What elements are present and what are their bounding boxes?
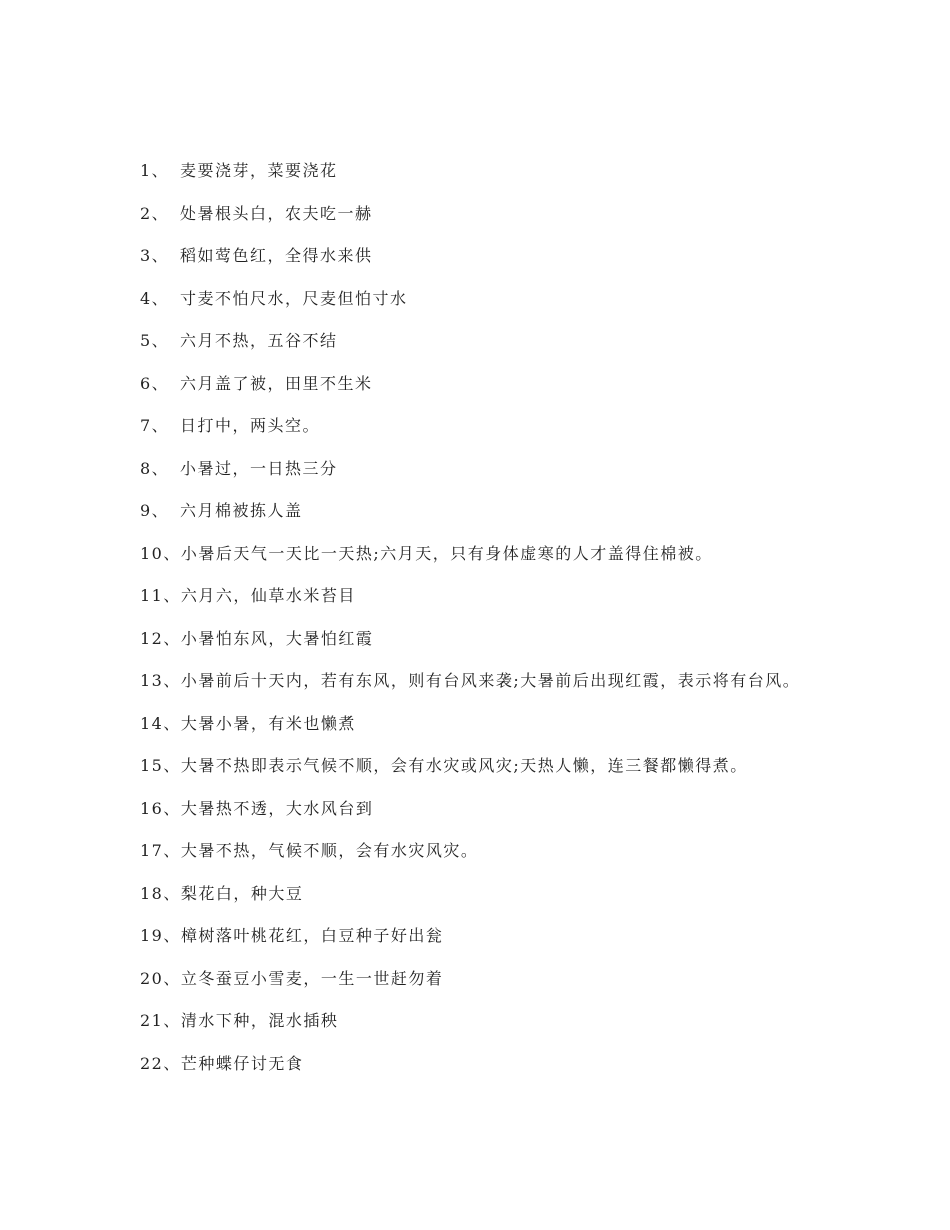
item-number: 3、 <box>140 246 170 265</box>
item-number: 17、 <box>140 841 181 860</box>
item-text: 日打中，两头空。 <box>180 416 321 435</box>
item-number: 2、 <box>140 203 170 223</box>
item-number: 13、 <box>140 671 181 690</box>
list-item <box>140 533 820 576</box>
list-item <box>140 448 820 491</box>
list-item <box>140 873 820 916</box>
list-item <box>140 703 820 746</box>
list-item <box>140 193 820 236</box>
list-item <box>140 1043 820 1086</box>
item-text: 小暑前后十天内，若有东风，则有台风来袭;大暑前后出现红霞，表示将有台风。 <box>180 671 801 690</box>
item-text: 小暑怕东风，大暑怕红霞 <box>180 628 374 648</box>
list-item <box>140 150 820 193</box>
list-item <box>140 958 820 1001</box>
item-number: 6、 <box>140 373 170 393</box>
item-text: 小暑后天气一天比一天热;六月天，只有身体虚寒的人才盖得住棉被。 <box>180 543 713 563</box>
item-number: 11、 <box>140 586 181 605</box>
list-item <box>140 618 820 661</box>
item-text: 处暑根头白，农夫吃一赫 <box>180 203 373 223</box>
list-item <box>140 915 820 958</box>
item-number: 10、 <box>140 543 181 563</box>
list-item <box>140 278 820 321</box>
item-text: 寸麦不怕尺水，尺麦但怕寸水 <box>180 288 408 308</box>
item-text: 樟树落叶桃花红，白豆种子好出瓮 <box>180 926 444 945</box>
item-text: 大暑不热即表示气候不顺，会有水灾或风灾;天热人懒，连三餐都懒得煮。 <box>180 756 748 775</box>
list-item <box>140 745 820 788</box>
list-item <box>140 490 820 533</box>
item-text: 梨花白，种大豆 <box>180 883 304 903</box>
list-item <box>140 788 820 831</box>
list-item <box>140 830 820 873</box>
item-number: 7、 <box>140 416 170 435</box>
item-number: 12、 <box>140 628 181 648</box>
item-number: 16、 <box>140 798 181 818</box>
list-item <box>140 575 820 618</box>
item-number: 4、 <box>140 288 170 308</box>
list-item <box>140 405 820 448</box>
item-text: 六月盖了被，田里不生米 <box>180 373 373 393</box>
item-text: 六月不热，五谷不结 <box>180 331 338 350</box>
item-text: 大暑不热，气候不顺，会有水灾风灾。 <box>180 841 479 860</box>
item-text: 六月棉被拣人盖 <box>180 501 303 520</box>
item-number: 20、 <box>140 968 181 988</box>
item-number: 22、 <box>140 1053 181 1073</box>
item-text: 六月六，仙草水米苔目 <box>180 586 356 605</box>
item-number: 21、 <box>140 1011 181 1030</box>
list-item <box>140 363 820 406</box>
item-text: 麦要浇芽，菜要浇花 <box>180 161 338 180</box>
list-item <box>140 320 820 363</box>
item-text: 清水下种，混水插秧 <box>180 1011 339 1030</box>
item-number: 5、 <box>140 331 170 350</box>
item-text: 大暑小暑，有米也懒煮 <box>180 713 356 733</box>
item-text: 小暑过，一日热三分 <box>180 458 338 478</box>
item-number: 18、 <box>140 883 181 903</box>
item-number: 8、 <box>140 458 170 478</box>
list-item <box>140 1000 820 1043</box>
item-number: 9、 <box>140 501 170 520</box>
item-text: 稻如莺色红，全得水来供 <box>180 246 373 265</box>
item-text: 芒种蝶仔讨无食 <box>180 1053 304 1073</box>
item-text: 立冬蚕豆小雪麦，一生一世赶勿着 <box>180 968 444 988</box>
proverb-list <box>140 150 820 1085</box>
item-number: 19、 <box>140 926 181 945</box>
item-text: 大暑热不透，大水风台到 <box>180 798 374 818</box>
item-number: 14、 <box>140 713 181 733</box>
item-number: 15、 <box>140 756 181 775</box>
list-item <box>140 235 820 278</box>
list-item <box>140 660 820 703</box>
item-number: 1、 <box>140 161 170 180</box>
